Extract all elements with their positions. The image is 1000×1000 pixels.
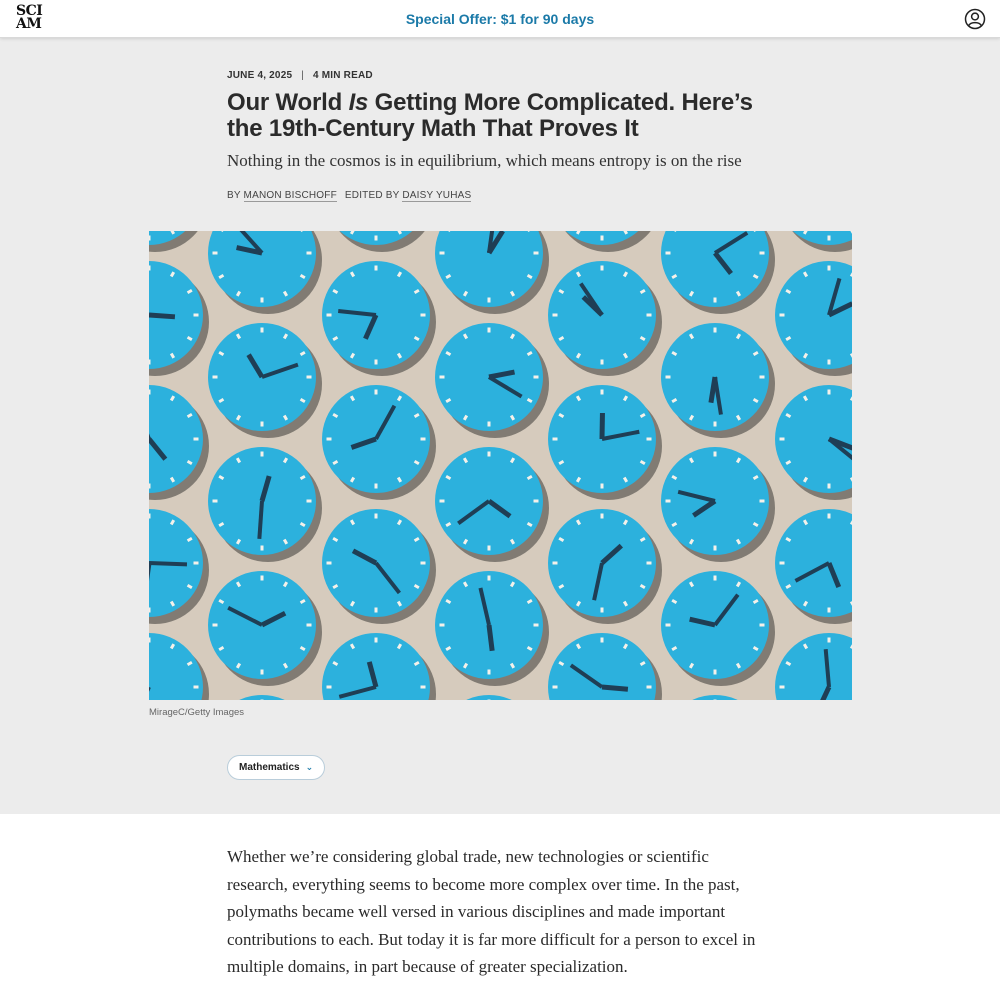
clock-face [775, 231, 852, 252]
clock-face [435, 447, 549, 562]
read-time: 4 MIN READ [313, 70, 373, 81]
clock-face [548, 509, 662, 624]
clock-face [208, 695, 322, 700]
clock-face [435, 323, 549, 438]
logo-line-1: SCI [16, 3, 43, 19]
meta-separator: | [301, 70, 305, 81]
image-credit: MirageC/Getty Images [149, 707, 245, 718]
clock-face [322, 385, 436, 500]
logo-line-2: AM [16, 16, 42, 32]
chevron-down-icon: ⌄ [305, 762, 314, 772]
top-navigation-bar [0, 0, 1000, 38]
clock-face [661, 231, 775, 314]
clock-face [548, 231, 662, 252]
clock-face [661, 695, 775, 700]
clock-face [661, 323, 775, 438]
hero-image [149, 231, 852, 700]
clock-pattern-illustration [149, 231, 852, 700]
edited-by-prefix: EDITED BY [344, 190, 400, 201]
author-group [227, 190, 337, 201]
user-circle-icon [964, 8, 986, 30]
clock-face [775, 261, 852, 376]
article-body-paragraph: Whether we’re considering global trade, new technologies or scientific research, everything seems to become more complex over time. In the past, polymaths became well versed in various disciplines and made important contributions to each. But today it is far more difficult for a person to excel in multiple domains, in part because of greater specialization. [227, 847, 756, 976]
title-part-2: Getting More Complicated. Here’s the 19th-Century Math That Proves It [227, 89, 753, 142]
editor-group [345, 190, 472, 201]
clock-face [322, 633, 436, 700]
clock-face [548, 385, 662, 500]
article-dek: Nothing in the cosmos is in equilibrium, which means entropy is on the rise [227, 151, 742, 170]
clock-face [149, 509, 209, 624]
clock-face [322, 231, 436, 252]
byline [227, 190, 471, 201]
clock-face [661, 571, 775, 686]
title-italic-word: Is [348, 89, 369, 116]
clock-face [149, 261, 209, 376]
article-meta [227, 70, 373, 81]
clock-face [208, 323, 322, 438]
article-title [227, 90, 787, 142]
topic-label: Mathematics [239, 762, 300, 773]
author-link[interactable]: MANON BISCHOFF [243, 190, 337, 201]
account-button[interactable] [964, 8, 986, 30]
clock-face [322, 261, 436, 376]
topic-tag-button[interactable] [227, 755, 325, 780]
special-offer-link[interactable]: Special Offer: $1 for 90 days [405, 11, 595, 27]
title-part-1: Our World [227, 89, 349, 116]
clock-face [208, 571, 322, 686]
clock-face [149, 633, 209, 700]
editor-link[interactable]: DAISY YUHAS [402, 190, 472, 201]
article-header [0, 38, 1000, 814]
clock-face [435, 571, 549, 686]
clock-face [775, 509, 852, 624]
clock-face [149, 231, 209, 252]
clock-face [775, 385, 852, 500]
clock-face [661, 447, 775, 562]
clock-face [548, 633, 662, 700]
clock-face [322, 509, 436, 624]
by-prefix: BY [227, 190, 241, 201]
publish-date: JUNE 4, 2025 [227, 70, 293, 81]
clock-face [149, 385, 209, 500]
clock-face [775, 633, 852, 700]
clock-face [208, 231, 322, 314]
clock-face [208, 447, 322, 562]
clock-face [435, 231, 549, 314]
clock-face [548, 261, 662, 376]
clock-face [435, 695, 549, 700]
